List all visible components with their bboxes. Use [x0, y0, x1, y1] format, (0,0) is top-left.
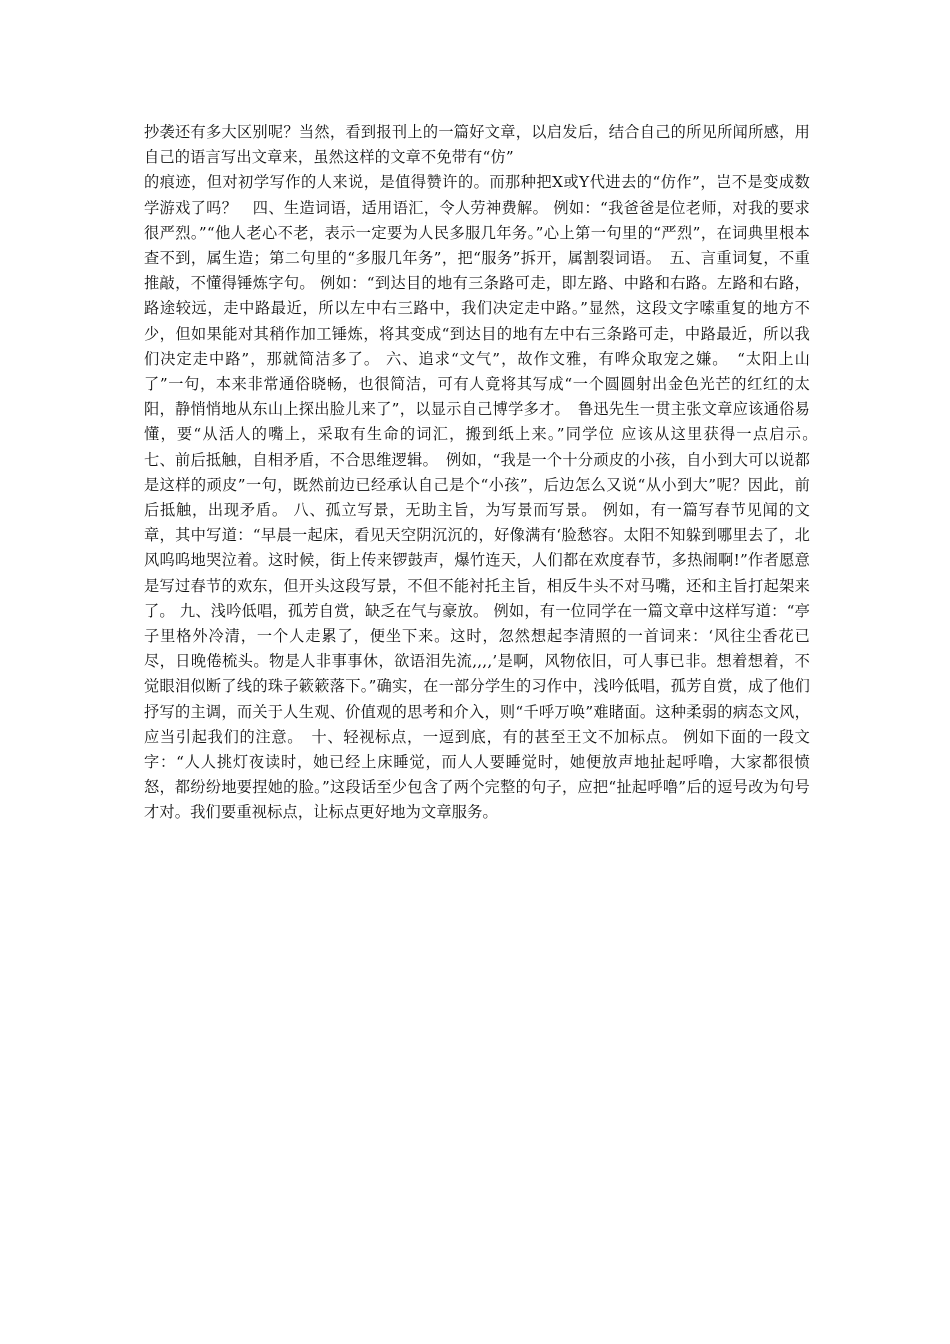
- paragraph-2: 的痕迹，但对初学写作的人来说，是值得赞许的。而那种把X或Y代进去的“仿作”，岂不是变成数学游戏了吗？ 四、生造词语，适用语汇，令人劳神费解。 例如：“我爸爸是位老师，对我的要求很严烈。”“他人老心不老，表示一定要为人民多服几年务。”心上第一句里的“严烈”，在词典里根本查不到，属生造；第二句里的“多服几年务”，把“服务”拆开，属割裂词语。 五、言重词复，不重推敲，不懂得锤炼字句。 例如：“到达目的地有三条路可走，即左路、中路和右路。左路和右路，路途较远，走中路最近，所以左中右三路中，我们决定走中路。”显然，这段文字嗦重复的地方不少，但如果能对其稍作加工锤炼，将其变成“到达目的地有左中右三条路可走，中路最近，所以我们决定走中路”，那就简洁多了。 六、追求“文气”，故作文雅，有哗众取宠之嫌。 “太阳上山了”一句，本来非常通俗晓畅，也很简洁，可有人竟将其写成“一个圆圆射出金色光芒的红红的太阳，静悄悄地从东山上探出脸儿来了”，以显示自己博学多才。 鲁迅先生一贯主张文章应该通俗易懂，要“从活人的嘴上，采取有生命的词汇，搬到纸上来。”同学位 应该从这里获得一点启示。 七、前后抵触，自相矛盾，不合思维逻辑。 例如，“我是一个十分顽皮的小孩，自小到大可以说都是这样的顽皮”一句，既然前边已经承认自己是个“小孩”，后边怎么又说“从小到大”呢？因此，前后抵触，出现矛盾。 八、孤立写景，无助主旨，为写景而写景。 例如，有一篇写春节见闻的文章，其中写道：“早晨一起床，看见天空阴沉沉的，好像满有‘脸愁容。太阳不知躲到哪里去了，北风呜呜地哭泣着。这时候，街上传来锣鼓声，爆竹连天，人们都在欢度春节，多热闹啊!”作者愿意是写过春节的欢东，但开头这段写景，不但不能衬托主旨，相反牛头不对马嘴，还和主旨打起架来了。 九、浅吟低唱，孤芳自赏，缺乏在气与豪放。 例如，有一位同学在一篇文章中这样写道：“亭子里格外冷清，一个人走累了，便坐下来。这时，忽然想起李清照的一首词来：‘风往尘香花已尽，日晚倦梳头。物是人非事事休，欲语泪先流,,,,’是啊，风物依旧，可人事已非。想着想着，不觉眼泪似断了线的珠子簌簌落下。”确实，在一部分学生的习作中，浅吟低唱，孤芳自赏，成了他们抒写的主调，而关于人生观、价值观的思考和介入，则“千呼万唤”难睹面。这种柔弱的病态文风，应当引起我们的注意。 十、轻视标点，一逗到底，有的甚至王文不加标点。 例如下面的一段文字：“人人挑灯夜读时，她已经上床睡觉，而人人要睡觉时，她便放声地扯起呼噜，大家都很愤怒，都纷纷地要捏她的脸。”这段话至少包含了两个完整的句子，应把“扯起呼噜”后的逗号改为句号才对。我们要重视标点，让标点更好地为文章服务。: [144, 173, 826, 822]
- paragraph-1: 抄袭还有多大区别呢？当然，看到报刊上的一篇好文章，以启发后，结合自己的所见所闻所感，用自己的语言写出文章来，虽然这样的文章不免带有“仿”: [144, 123, 810, 167]
- article-body: [144, 120, 826, 826]
